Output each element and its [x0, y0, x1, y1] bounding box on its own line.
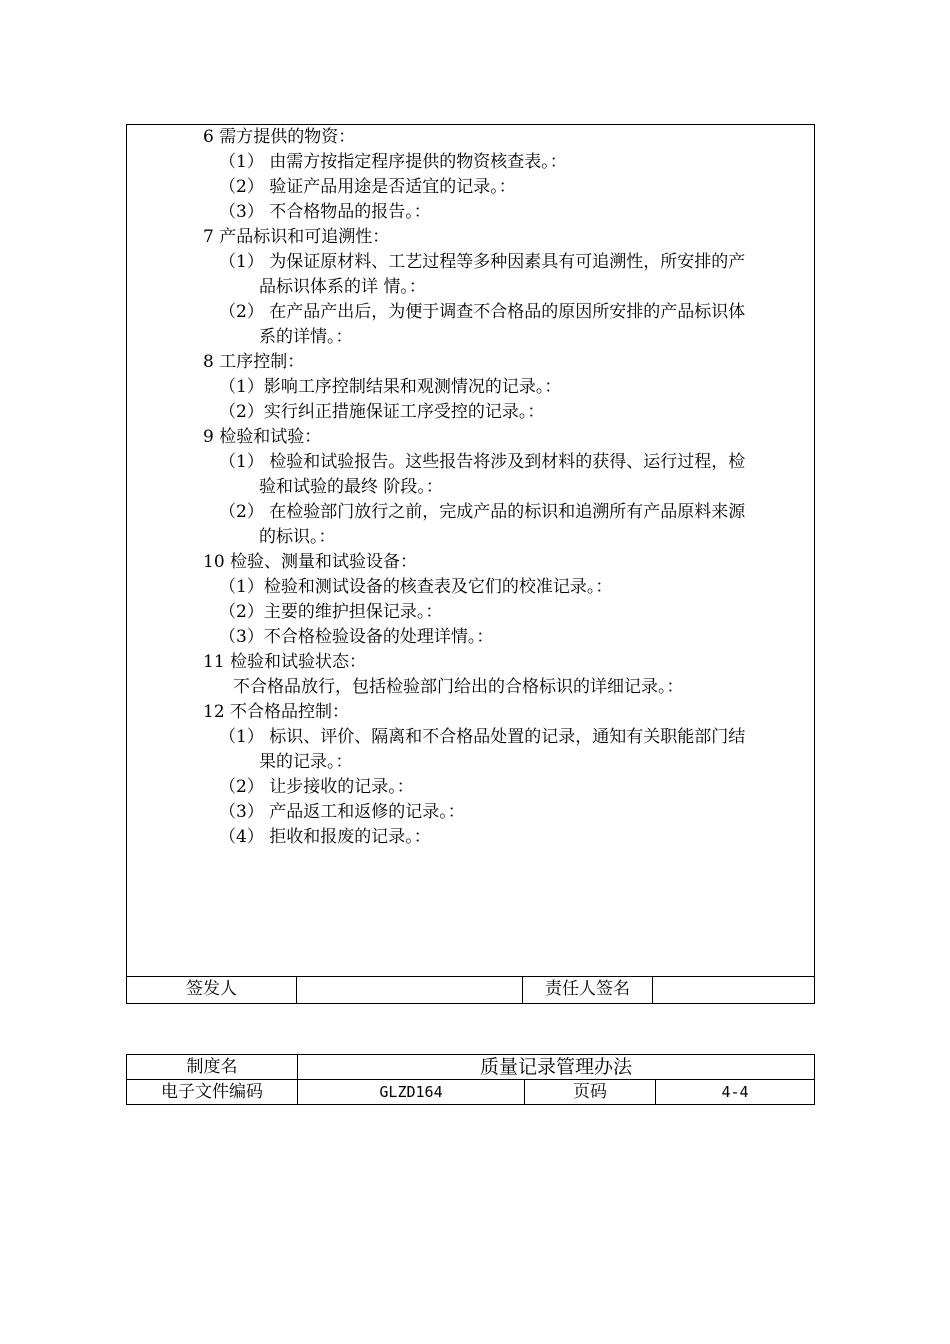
page-label: 页码: [525, 1080, 656, 1105]
record-line: 验和试验的最终 阶段。：: [259, 477, 443, 497]
record-line: （4） 拒收和报废的记录。：: [219, 827, 431, 847]
record-line: （3）不合格检验设备的处理详情。：: [219, 627, 494, 647]
record-line: 系的详情。：: [259, 327, 353, 347]
record-line: （2） 在产品产出后，为便于调查不合格品的原因所安排的产品标识体: [219, 302, 746, 322]
record-line: 6 需方提供的物资：: [203, 127, 356, 147]
record-line: 9 检验和试验：: [203, 427, 322, 447]
responsible-label: 责任人签名: [523, 977, 653, 1003]
document-footer-table: [126, 1054, 815, 1105]
file-code-label: 电子文件编码: [127, 1080, 298, 1105]
record-line: （3） 不合格物品的报告。：: [219, 202, 431, 222]
record-line: （1） 标识、评价、隔离和不合格品处置的记录，通知有关职能部门结: [219, 727, 746, 747]
record-line: 12 不合格品控制：: [203, 702, 350, 722]
signature-row: [127, 976, 814, 1003]
record-line: 品标识体系的详 情。：: [259, 277, 426, 297]
record-line: 7 产品标识和可追溯性：: [203, 227, 390, 247]
responsible-value-cell[interactable]: [653, 977, 814, 1003]
record-line: （2） 让步接收的记录。：: [219, 777, 414, 797]
file-code-value: GLZD164: [298, 1080, 525, 1105]
issuer-value-cell[interactable]: [297, 977, 523, 1003]
system-name-label: 制度名: [127, 1055, 298, 1080]
record-line: 不合格品放行，包括检验部门给出的合格标识的详细记录。：: [233, 677, 684, 697]
record-line: 果的记录。：: [259, 752, 353, 772]
record-line: （1） 为保证原材料、工艺过程等多种因素具有可追溯性，所安排的产: [219, 252, 746, 272]
record-line: （3） 产品返工和返修的记录。：: [219, 802, 465, 822]
record-line: （1）影响工序控制结果和观测情况的记录。：: [219, 377, 562, 397]
record-line: （1）检验和测试设备的核查表及它们的校准记录。：: [219, 577, 613, 597]
record-line: （2） 验证产品用途是否适宜的记录。：: [219, 177, 516, 197]
issuer-label: 签发人: [127, 977, 297, 1003]
record-line: 的标识。：: [259, 527, 336, 547]
record-line: （2） 在检验部门放行之前，完成产品的标识和追溯所有产品原料来源: [219, 502, 746, 522]
record-line: （1） 检验和试验报告。这些报告将涉及到材料的获得、运行过程，检: [219, 452, 746, 472]
record-line: 10 检验、测量和试验设备：: [203, 552, 418, 572]
page-value: 4-4: [656, 1080, 815, 1105]
record-line: （1） 由需方按指定程序提供的物资核查表。：: [219, 152, 567, 172]
document-body-box: [126, 124, 815, 1004]
record-line: 8 工序控制：: [203, 352, 305, 372]
system-name-value: 质量记录管理办法: [298, 1055, 815, 1080]
record-line: 11 检验和试验状态：: [203, 652, 367, 672]
record-line: （2）实行纠正措施保证工序受控的记录。：: [219, 402, 545, 422]
record-line: （2）主要的维护担保记录。：: [219, 602, 443, 622]
